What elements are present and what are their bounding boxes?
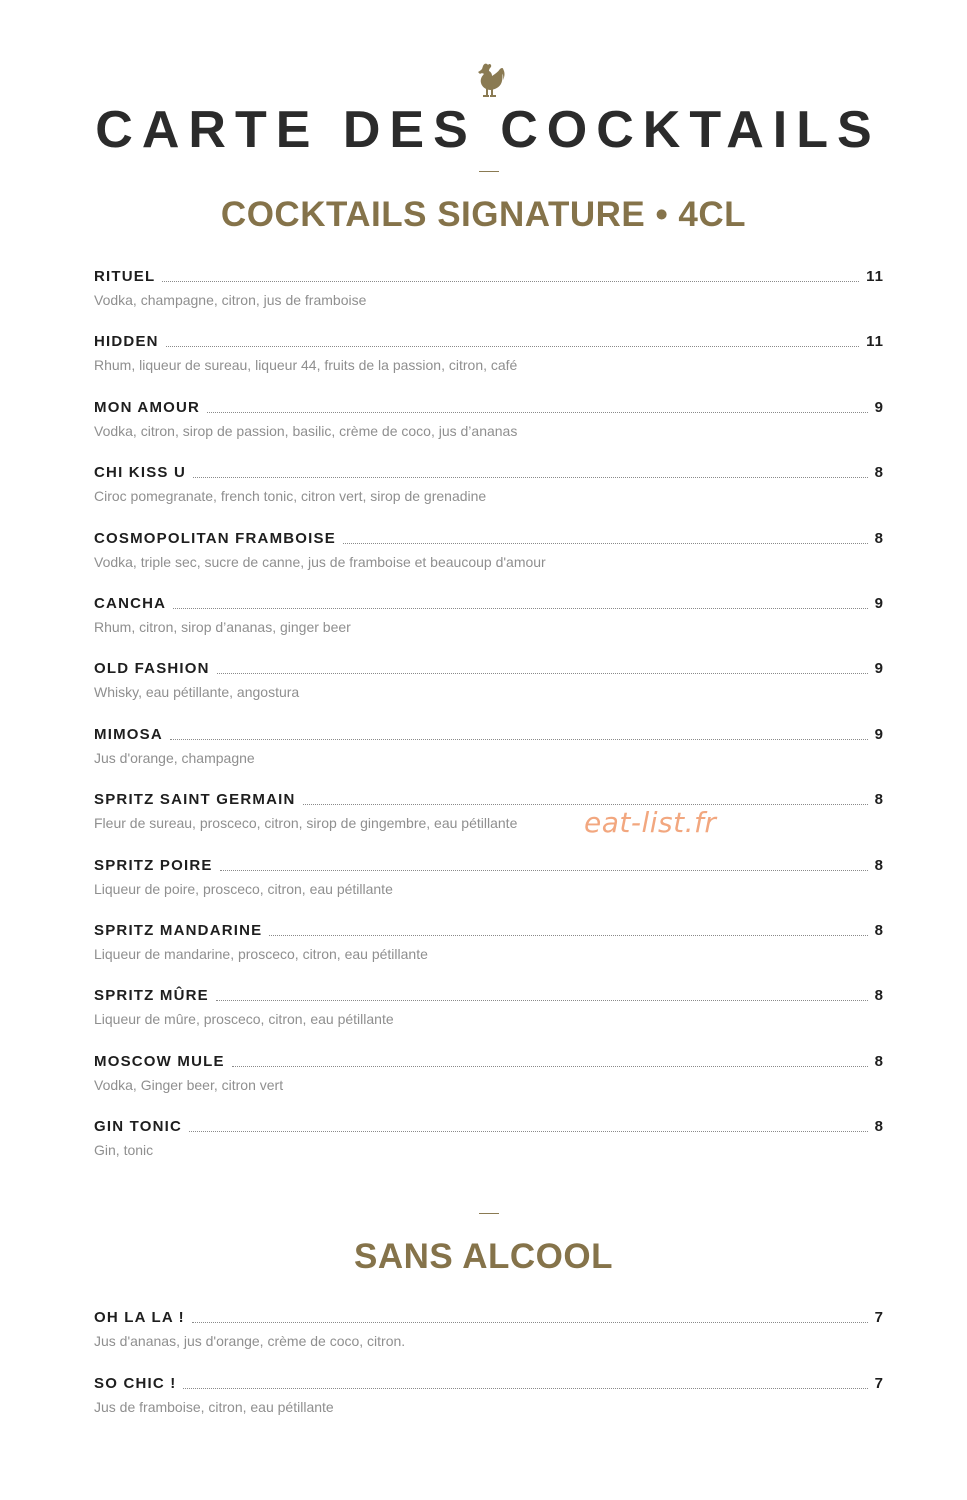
menu-item-price: 8: [874, 1052, 884, 1070]
menu-item-description: Liqueur de mûre, prosceco, citron, eau pétillante: [94, 1011, 394, 1028]
menu-item: [94, 266, 884, 316]
menu-item-price: 7: [874, 1375, 884, 1392]
menu-item-description: Whisky, eau pétillante, angostura: [94, 684, 300, 701]
dotted-leader: [343, 543, 868, 544]
menu-item-row: [94, 658, 884, 678]
menu-item-row: [94, 724, 884, 744]
menu-item-row: [94, 462, 884, 482]
dotted-leader: [216, 1000, 868, 1001]
menu-item-name: CHI KISS U: [94, 464, 187, 482]
section-divider: [479, 1213, 499, 1214]
dotted-leader: [192, 1322, 868, 1323]
menu-item-description: Vodka, champagne, citron, jus de framboise: [94, 292, 367, 308]
menu-item: [94, 1373, 884, 1423]
menu-item-price: 11: [866, 333, 884, 351]
dotted-leader: [193, 477, 868, 478]
menu-item-name: CANCHA: [94, 595, 167, 612]
rooster-icon: [469, 62, 509, 98]
menu-item-row: [94, 1116, 884, 1136]
menu-item-row: [94, 1051, 884, 1071]
menu-item-row: [94, 528, 884, 548]
menu-item-row: [94, 331, 884, 351]
menu-item: [94, 462, 884, 512]
menu-item-name: MIMOSA: [94, 725, 163, 743]
menu-item-price: 8: [874, 529, 884, 547]
dotted-leader: [207, 412, 868, 413]
menu-item-price: 8: [874, 987, 884, 1005]
menu-item-row: [94, 266, 884, 286]
menu-item-price: 8: [874, 922, 884, 939]
menu-item-price: 8: [874, 464, 884, 482]
menu-item-price: 9: [874, 725, 884, 743]
title-divider: [479, 171, 499, 172]
menu-item: [94, 1116, 884, 1166]
menu-item-description: Gin, tonic: [94, 1142, 154, 1159]
dotted-leader: [189, 1131, 868, 1132]
menu-item-name: MOSCOW MULE: [94, 1052, 225, 1070]
menu-item-name: OLD FASHION: [94, 660, 210, 678]
menu-item-name: SPRITZ MANDARINE: [94, 922, 263, 939]
menu-item: [94, 1051, 884, 1101]
page-title: CARTE DES COCKTAILS: [95, 101, 881, 159]
section-title-sans-alcool: SANS ALCOOL: [354, 1237, 613, 1276]
menu-item: [94, 920, 884, 970]
dotted-leader: [220, 870, 868, 871]
menu-item-price: 11: [866, 268, 884, 285]
menu-item-name: OH LA LA !: [94, 1309, 185, 1326]
menu-item-name: HIDDEN: [94, 333, 159, 351]
menu-item: [94, 658, 884, 708]
menu-item-price: 9: [874, 595, 884, 612]
menu-item: [94, 855, 884, 905]
menu-item-name: SO CHIC !: [94, 1375, 177, 1392]
dotted-leader: [269, 935, 867, 936]
menu-item: [94, 593, 884, 643]
menu-item-price: 9: [874, 398, 884, 416]
menu-item: [94, 985, 884, 1035]
menu-item-description: Ciroc pomegranate, french tonic, citron vert, sirop de grenadine: [94, 488, 487, 505]
menu-item-description: Rhum, citron, sirop d’ananas, ginger beer: [94, 619, 351, 635]
dotted-leader: [183, 1388, 867, 1389]
menu-item-description: Rhum, liqueur de sureau, liqueur 44, fruits de la passion, citron, café: [94, 357, 518, 374]
menu-item-name: SPRITZ MÛRE: [94, 987, 209, 1005]
menu-item-description: Vodka, citron, sirop de passion, basilic, crème de coco, jus d’ananas: [94, 422, 518, 439]
menu-item-name: GIN TONIC: [94, 1118, 183, 1136]
menu-item: [94, 397, 884, 447]
menu-item-name: SPRITZ POIRE: [94, 856, 213, 874]
menu-item-row: [94, 397, 884, 417]
menu-item-row: [94, 1307, 884, 1327]
menu-item-description: Liqueur de mandarine, prosceco, citron, eau pétillante: [94, 946, 428, 962]
dotted-leader: [173, 608, 867, 609]
menu-item: [94, 528, 884, 578]
dotted-leader: [232, 1066, 868, 1067]
menu-item-price: 8: [874, 791, 884, 809]
menu-item: [94, 789, 884, 839]
menu-item-description: Fleur de sureau, prosceco, citron, sirop de gingembre, eau pétillante: [94, 815, 518, 832]
dotted-leader: [162, 281, 859, 282]
menu-item-name: RITUEL: [94, 268, 156, 285]
menu-item-price: 8: [874, 856, 884, 874]
menu-item-description: Liqueur de poire, prosceco, citron, eau pétillante: [94, 880, 393, 897]
menu-item-description: Jus d'orange, champagne: [94, 749, 255, 766]
menu-item-row: [94, 855, 884, 875]
menu-item-price: 9: [874, 660, 884, 678]
menu-item-name: SPRITZ SAINT GERMAIN: [94, 791, 296, 809]
menu-item-price: 7: [874, 1309, 884, 1326]
menu-item-description: Jus de framboise, citron, eau pétillante: [94, 1399, 334, 1415]
menu-item: [94, 331, 884, 381]
dotted-leader: [217, 673, 868, 674]
section-title-signature: COCKTAILS SIGNATURE • 4CL: [220, 195, 747, 234]
menu-item-row: [94, 593, 884, 613]
menu-item-description: Vodka, Ginger beer, citron vert: [94, 1076, 284, 1093]
watermark: eat-list.fr: [584, 806, 717, 839]
dotted-leader: [166, 346, 859, 347]
menu-item-row: [94, 985, 884, 1005]
menu-item-price: 8: [874, 1118, 884, 1136]
menu-item: [94, 1307, 884, 1357]
dotted-leader: [170, 739, 868, 740]
menu-item-name: MON AMOUR: [94, 398, 201, 416]
menu-item-row: [94, 789, 884, 809]
menu-item-row: [94, 920, 884, 940]
menu-item: [94, 724, 884, 774]
menu-item-name: COSMOPOLITAN FRAMBOISE: [94, 529, 336, 547]
menu-item-description: Jus d'ananas, jus d'orange, crème de coco, citron.: [94, 1333, 406, 1349]
menu-item-row: [94, 1373, 884, 1393]
menu-item-description: Vodka, triple sec, sucre de canne, jus de framboise et beaucoup d'amour: [94, 553, 546, 570]
